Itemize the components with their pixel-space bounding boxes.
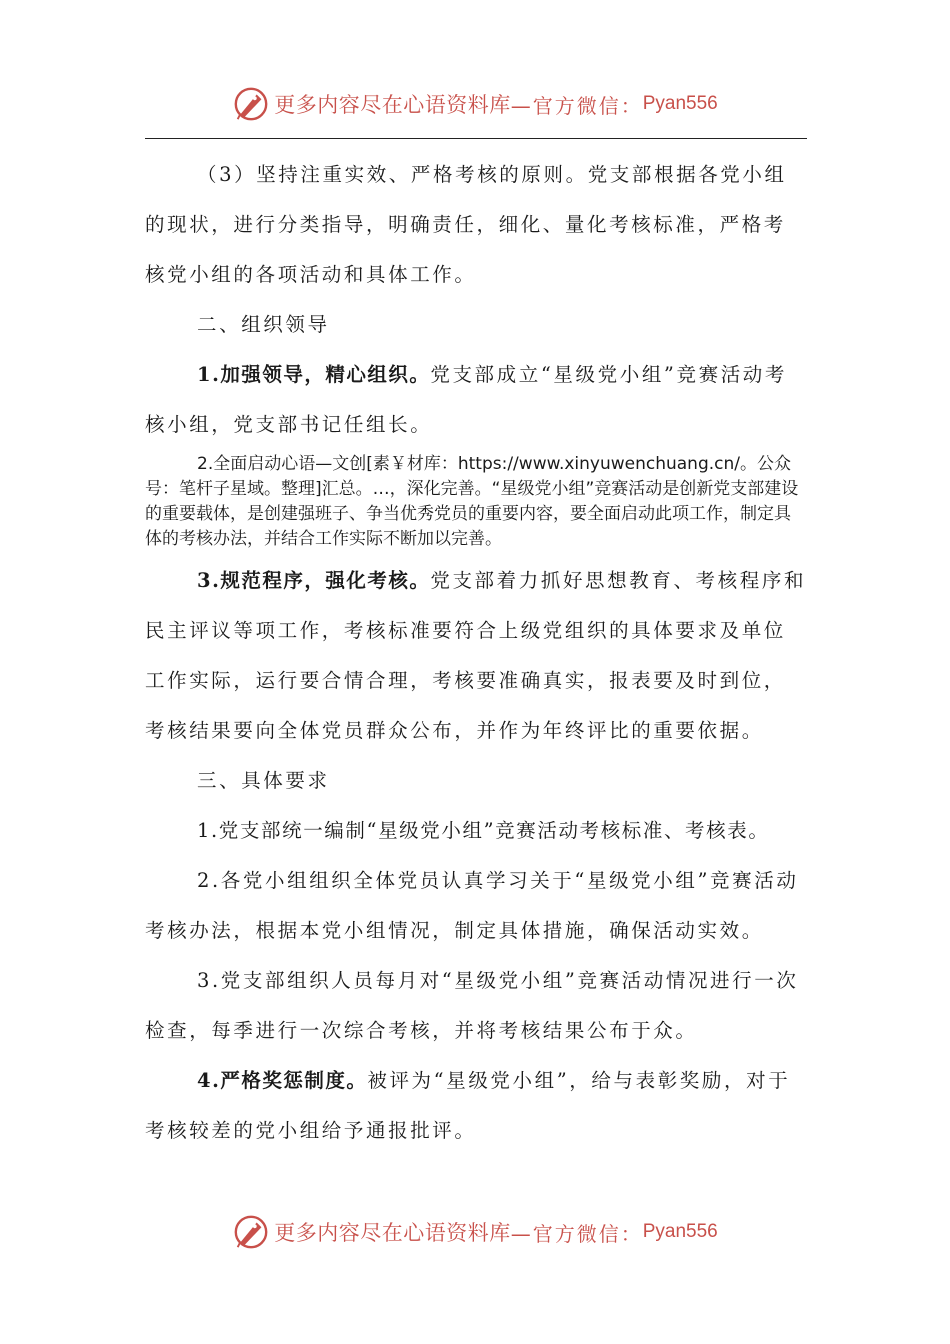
banner-brand-text: 更多内容尽在心语资料库 [274, 93, 511, 117]
bottom-banner [0, 1210, 950, 1254]
banner-official-text: —官方微信： [510, 93, 643, 118]
paragraph-leadership-2: 2.全面启动心语—文创[素￥材库：https://www.xinyuwenchuang.cn/。公众号：笔杆子星域。整理]汇总。…，深化完善。“星级党小组”竞赛活动是创新党支部建设的重要载体，是创建强班子、争当优秀党员的重要内容，要全面启动此项工作，制定具体的考核办法，并结合工作实际不断加以完善。 [145, 454, 799, 549]
banner-wechat-id: Pyan556 [642, 93, 718, 114]
paragraph-leadership-1-text: 党支部成立“星级党小组”竞赛活动考核小组，党支部书记任组长。 [145, 363, 787, 436]
paragraph-requirement-3: 3.党支部组织人员每月对“星级党小组”竞赛活动情况进行一次检查，每季进行一次综合考核，并将考核结果公布于众。 [145, 969, 799, 1042]
paragraph-leadership-3-lead: 3.规范程序，强化考核。 [197, 569, 431, 592]
paragraph-requirement-4 [145, 1056, 807, 1156]
header-divider [145, 138, 807, 139]
top-banner [0, 82, 950, 126]
paragraph-requirement-1: 1.党支部统一编制“星级党小组”竞赛活动考核标准、考核表。 [197, 819, 770, 842]
document-body [145, 150, 807, 1156]
section-heading-2: 二、组织领导 [197, 313, 330, 336]
paragraph-requirement-2: 2.各党小组组织全体党员认真学习关于“星级党小组”竞赛活动考核办法，根据本党小组情况，制定具体措施，确保活动实效。 [145, 869, 799, 942]
section-heading-3: 三、具体要求 [197, 769, 330, 792]
paragraph-requirement-4-lead: 4.严格奖惩制度。 [197, 1069, 368, 1092]
paragraph-requirement-4-text: 被评为“星级党小组”，给与表彰奖励，对于考核较差的党小组给予通报批评。 [145, 1069, 791, 1142]
banner-official-text: —官方微信： [510, 1221, 643, 1246]
paragraph-leadership-3 [145, 556, 807, 756]
paragraph-leadership-1-lead: 1.加强领导，精心组织。 [197, 363, 431, 386]
paragraph-leadership-1 [145, 350, 807, 450]
paragraph-leadership-3-text: 党支部着力抓好思想教育、考核程序和民主评议等项工作，考核标准要符合上级党组织的具体要求及单位工作实际，运行要合情合理，考核要准确真实，报表要及时到位，考核结果要向全体党员群众公布，并作为年终评比的重要依据。 [145, 569, 807, 742]
banner-wechat-id: Pyan556 [642, 1221, 718, 1242]
pen-nib-logo-icon [232, 1213, 270, 1251]
pen-nib-logo-icon [232, 85, 270, 123]
banner-brand-text: 更多内容尽在心语资料库 [274, 1221, 511, 1245]
paragraph-principle-3: （3）坚持注重实效、严格考核的原则。党支部根据各党小组的现状，进行分类指导，明确责任，细化、量化考核标准，严格考核党小组的各项活动和具体工作。 [145, 163, 787, 286]
